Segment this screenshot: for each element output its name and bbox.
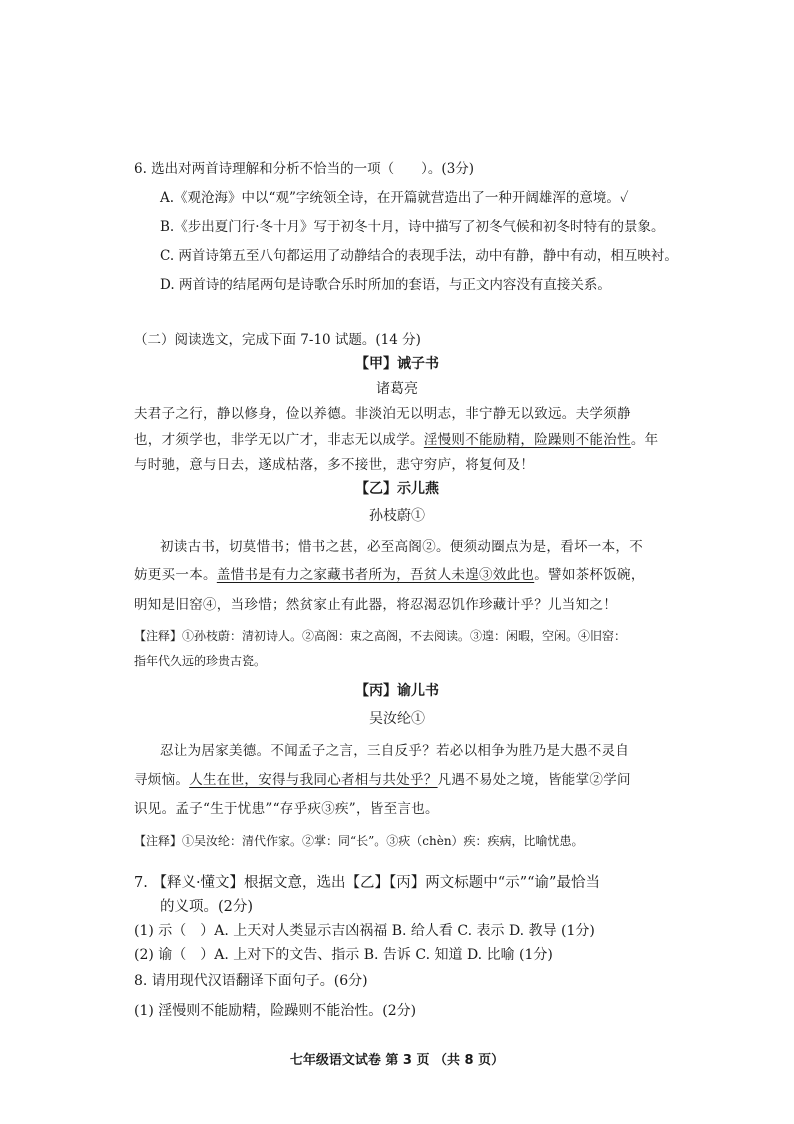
yi-title: 【乙】示儿燕 xyxy=(355,481,439,497)
q6-option-a: A.《观沧海》中以“观”字统领全诗，在开篇就营造出了一种开阔雄浑的意境。✓ xyxy=(160,190,629,206)
bing-line-2-tail: 凡遇不易处之境，皆能掌②学问 xyxy=(437,772,631,788)
section2-header: （二）阅读选文，完成下面 7-10 试题。(14 分) xyxy=(134,332,421,348)
q6-option-b: B.《步出夏门行·冬十月》写于初冬十月，诗中描写了初冬气候和初冬时特有的景象。 xyxy=(160,219,665,235)
q6-option-c: C. 两首诗第五至八句都运用了动静结合的表现手法，动中有静，静中有动，相互映衬。 xyxy=(160,248,678,264)
yi-line-1: 初读古书，切莫惜书；惜书之甚，必至高阁②。便须动圈点为是，看坏一本，不 xyxy=(160,539,643,555)
jia-title: 【甲】诫子书 xyxy=(355,356,439,372)
jia-author: 诸葛亮 xyxy=(376,381,418,397)
yi-note-1: 【注释】①孙枝蔚：清初诗人。②高阁：束之高阁，不去阅读。③遑：闲暇，空闲。④旧窑： xyxy=(134,629,627,643)
bing-underlined-sentence: 人生在世，安得与我同心者相与共处乎？ xyxy=(189,772,438,788)
yi-line-2-text: 妨更买一本。 xyxy=(134,567,217,583)
q7-sub-2: (2) 谕（ ）A. 上对下的文告、指示 B. 告诉 C. 知道 D. 比喻 (1分) xyxy=(134,947,553,963)
yi-line-2 xyxy=(134,566,645,584)
q6-option-d: D. 两首诗的结尾两句是诗歌合乐时所加的套语，与正文内容没有直接关系。 xyxy=(160,277,611,293)
bing-line-2 xyxy=(134,771,631,789)
jia-line-2-text: 也，才须学也，非学无以广才，非志无以成学。 xyxy=(134,432,424,448)
q7-stem-line-2: 的义项。(2分) xyxy=(160,899,254,915)
jia-line-2-tail: 。年 xyxy=(630,432,659,448)
jia-line-2 xyxy=(134,431,658,449)
yi-line-2-tail: 。譬如茶杯饭碗， xyxy=(534,567,645,583)
yi-author: 孙枝蔚① xyxy=(369,508,425,524)
q8-sub-1: (1) 淫慢则不能励精，险躁则不能治性。(2分) xyxy=(134,1003,417,1019)
bing-line-3: 识见。孟子“生于忧患”“存乎疢③疾”，皆至言也。 xyxy=(134,801,439,817)
bing-author: 吴汝纶① xyxy=(369,711,425,727)
bing-line-2-text: 寻烦恼。 xyxy=(134,772,190,788)
q7-sub-1: (1) 示（ ）A. 上天对人类显示吉凶祸福 B. 给人看 C. 表示 D. 教导 (1分) xyxy=(134,923,595,939)
page-footer: 七年级语文试卷 第 3 页 （共 8 页） xyxy=(289,1053,505,1068)
jia-underlined-sentence: 淫慢则不能励精，险躁则不能治性 xyxy=(423,432,631,448)
q6-stem: 6. 选出对两首诗理解和分析不恰当的一项（ ）。(3分) xyxy=(134,161,475,177)
q8-stem: 8. 请用现代汉语翻译下面句子。(6分) xyxy=(134,973,368,989)
bing-note: 【注释】①吴汝纶：清代作家。②掌：同“长”。③疢（chèn）疾：疾病，比喻忧患。 xyxy=(134,834,584,848)
bing-title: 【丙】谕儿书 xyxy=(355,683,439,699)
yi-note-2: 指年代久远的珍贵古瓷。 xyxy=(134,654,267,668)
yi-underlined-sentence: 盖惜书是有力之家藏书者所为，吾贫人未遑③效此也 xyxy=(216,567,535,583)
jia-line-3: 与时驰，意与日去，遂成枯落，多不接世，悲守穷庐，将复何及！ xyxy=(134,457,535,473)
jia-line-1: 夫君子之行，静以修身，俭以养德。非淡泊无以明志，非宁静无以致远。夫学须静 xyxy=(134,406,631,422)
yi-line-3: 明知是旧窑④，当珍惜；然贫家止有此器，将忍渴忍饥作珍藏计乎？儿当知之！ xyxy=(134,597,617,613)
q7-stem-line-1: 7. 【释义·懂文】根据文意，选出【乙】【丙】两文标题中“示”“谕”最恰当 xyxy=(134,875,600,891)
bing-line-1: 忍让为居家美德。不闻孟子之言，三自反乎？若必以相争为胜乃是大愚不灵自 xyxy=(160,743,630,759)
